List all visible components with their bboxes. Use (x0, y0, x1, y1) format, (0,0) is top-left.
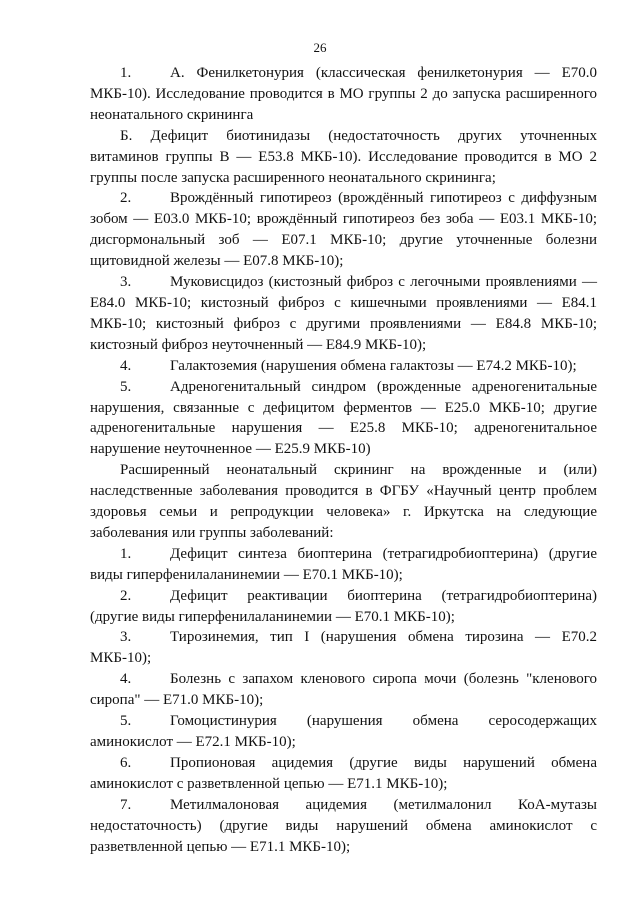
item-number: 5. (120, 378, 132, 395)
item-number: 7. (120, 796, 132, 813)
paragraph-text: Расширенный неонатальный скрининг на врожденные и (или) наследственные заболевания проводится в ФГБУ «Научный центр проблем здоровья семьи и репродукции человека» г. Иркутска на следующие заболевания или группы заболеваний: (90, 462, 597, 541)
item-text: Гомоцистинурия (нарушения обмена серосодержащих аминокислот — E72.1 МКБ-10); (90, 713, 597, 750)
list-item (90, 272, 597, 356)
item-number: 3. (120, 629, 132, 646)
list-item (90, 753, 597, 795)
item-text: Дефицит синтеза биоптерина (тетрагидробиоптерина) (другие виды гиперфенилаланинемии — E70.1 МКБ-10); (90, 545, 597, 583)
paragraph (90, 126, 597, 189)
item-number: 6. (120, 754, 132, 771)
document-body (90, 63, 597, 857)
item-text: Метилмалоновая ацидемия (метилмалонил КоА-мутазы недостаточность) (другие виды нарушений обмена аминокислот с разветвленной цепью — E71.1 МКБ-10); (90, 796, 597, 855)
list-item (90, 711, 597, 753)
page-number: 26 (313, 40, 327, 55)
list-item (90, 188, 597, 272)
list-item (90, 627, 597, 669)
list-item (90, 795, 597, 858)
item-text: Галактоземия (нарушения обмена галактозы — E74.2 МКБ-10); (170, 357, 577, 374)
item-number: 3. (120, 274, 132, 291)
item-number: 2. (120, 587, 132, 604)
paragraph (90, 460, 597, 544)
item-text: Дефицит реактивации биоптерина (тетрагидробиоптерина) (другие виды гиперфенилаланинемии — E70.1 МКБ-10); (90, 587, 597, 625)
item-number: 1. (120, 545, 132, 562)
item-number: 1. (120, 65, 132, 81)
list-item (90, 586, 597, 628)
list-item (90, 63, 597, 126)
item-text: Пропионовая ацидемия (другие виды нарушений обмена аминокислот с разветвленной цепью — E71.1 МКБ-10); (90, 754, 597, 792)
item-text: А. Фенилкетонурия (классическая фенилкетонурия — E70.0 МКБ-10). Исследование проводится в МО группы 2 до запуска расширенного неонатального скрининга (90, 65, 597, 123)
list-item (90, 377, 597, 461)
list-item (90, 356, 597, 377)
item-number: 4. (120, 671, 132, 688)
list-item (90, 544, 597, 586)
item-number: 4. (120, 357, 132, 374)
item-text: Муковисцидоз (кистозный фиброз с легочными проявлениями — E84.0 МКБ-10; кистозный фиброз с кишечными проявлениями — E84.1 МКБ-10; кистозный фиброз с другими проявлениями — E84.8 МКБ-10; кистозный фиброз неуточненный — E84.9 МКБ-10); (90, 274, 597, 353)
item-number: 2. (120, 190, 132, 207)
item-number: 5. (120, 713, 132, 730)
item-text: Врождённый гипотиреоз (врождённый гипотиреоз с диффузным зобом — E03.0 МКБ-10; врождённый гипотиреоз без зоба — E03.1 МКБ-10; дисгормональный зоб — E07.1 МКБ-10; другие уточненные болезни щитовидной железы — E07.8 МКБ-10); (90, 190, 597, 270)
paragraph-text: Б. Дефицит биотинидазы (недостаточность других уточненных витаминов группы В — E53.8 МКБ-10). Исследование проводится в МО 2 группы после запуска расширенного неонатального скрининга; (90, 127, 597, 186)
item-text: Адреногенитальный синдром (врожденные адреногенитальные нарушения, связанные с дефицитом ферментов — E25.0 МКБ-10; другие адреногенитальные нарушения — E25.8 МКБ-10; адреногенитальное нарушение неуточненное — E25.9 МКБ-10) (90, 378, 597, 458)
item-text: Тирозинемия, тип I (нарушения обмена тирозина — E70.2 МКБ-10); (90, 629, 597, 667)
list-item (90, 669, 597, 711)
item-text: Болезнь с запахом кленового сиропа мочи (болезнь "кленового сиропа" — E71.0 МКБ-10); (90, 671, 597, 709)
